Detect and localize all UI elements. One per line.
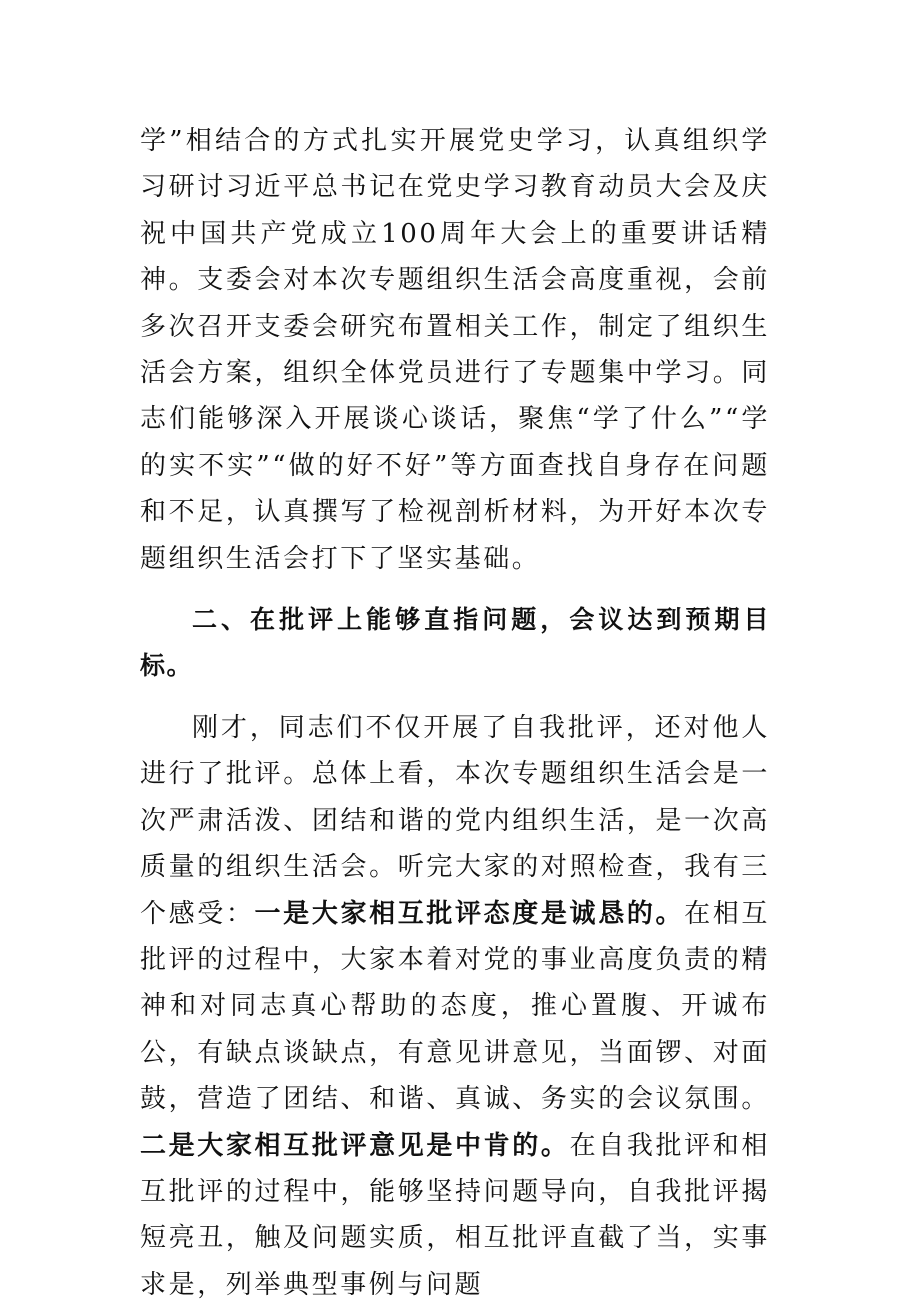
paragraph-2: [140, 705, 770, 1308]
point-1-heading: 一是大家相互批评态度是诚恳的。: [254, 898, 685, 929]
point-2-heading: 二是大家相互批评意见是中肯的。: [140, 1130, 570, 1161]
paragraph-1: 学”相结合的方式扎实开展党史学习，认真组织学习研讨习近平总书记在党史学习教育动员大会及庆祝中国共产党成立100周年大会上的重要讲话精神。支委会对本次专题组织生活会高度重视，会前多次召开支委会研究布置相关工作，制定了组织生活会方案，组织全体党员进行了专题集中学习。同志们能够深入开展谈心谈话，聚焦“学了什么”“学的实不实”“做的好不好”等方面查找自身存在问题和不足，认真撰写了检视剖析材料，为开好本次专题组织生活会打下了坚实基础。: [140, 126, 770, 574]
point-2-text: 在自我批评和相互批评的过程中，能够坚持问题导向，自我批评揭短亮丑，触及问题实质，相互批评直截了当，实事求是，列举典型事例与问题: [140, 1130, 770, 1300]
section-heading-2: 二、在批评上能够直指问题，会议达到预期目标。: [140, 605, 770, 681]
paragraph-2-intro: 刚才，同志们不仅开展了自我批评，还对他人进行了批评。总体上看，本次专题组织生活会是一次严肃活泼、团结和谐的党内组织生活，是一次高质量的组织生活会。听完大家的对照检查，我有三个感受：: [140, 712, 770, 929]
document-body: [140, 118, 770, 1308]
point-1-text: 在相互批评的过程中，大家本着对党的事业高度负责的精神和对同志真心帮助的态度，推心置腹、开诚布公，有缺点谈缺点，有意见讲意见，当面锣、对面鼓，营造了团结、和谐、真诚、务实的会议氛围。: [140, 898, 770, 1115]
